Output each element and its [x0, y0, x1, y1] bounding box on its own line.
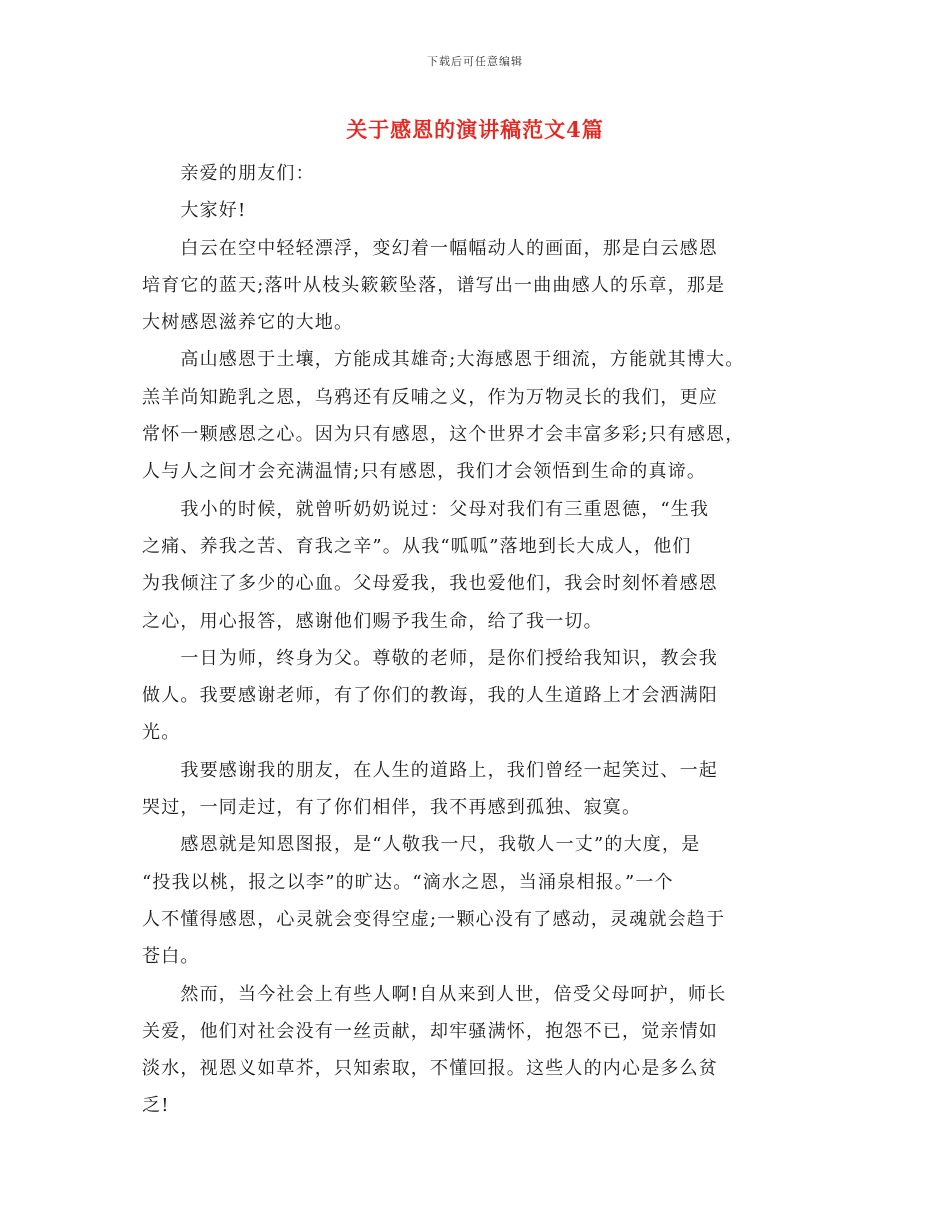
- text-line: 乏!: [142, 1095, 170, 1117]
- text-line: 培育它的蓝天;落叶从枝头簌簌坠落，谱写出一曲曲感人的乐章，那是: [142, 274, 726, 296]
- text-line: 感恩就是知恩图报，是“人敬我一尺，我敬人一丈”的大度，是: [142, 834, 701, 856]
- text-line: 一日为师，终身为父。尊敬的老师，是你们授给我知识，教会我: [142, 647, 718, 669]
- document-body: [142, 155, 832, 1125]
- text-line: 淡水，视恩义如草芥，只知索取，不懂回报。这些人的内心是多么贫: [142, 1058, 718, 1080]
- text-line: 我小的时候，就曾听奶奶说过：父母对我们有三重恩德，“生我: [142, 498, 710, 520]
- text-line: 做人。我要感谢老师，有了你们的教诲，我的人生道路上才会洒满阳: [142, 685, 718, 707]
- text-line: 大树感恩滋养它的大地。: [142, 312, 354, 334]
- text-line: 苍白。: [142, 946, 200, 968]
- text-line: 之痛、养我之苦、育我之辛”。从我“呱呱”落地到长大成人，他们: [142, 535, 692, 557]
- text-line: 然而，当今社会上有些人啊!自从来到人世，倍受父母呵护，师长: [142, 983, 727, 1005]
- text-line: 之心，用心报答，感谢他们赐予我生命，给了我一切。: [142, 610, 603, 632]
- text-line: 羔羊尚知跪乳之恩，乌鸦还有反哺之义，作为万物灵长的我们，更应: [142, 386, 718, 408]
- text-line: “投我以桃，报之以李”的旷达。“滴水之恩，当涌泉相报。”一个: [142, 871, 674, 893]
- header-note: 下载后可任意编辑: [427, 55, 523, 68]
- document-title: 关于感恩的演讲稿范文4篇: [346, 117, 604, 142]
- text-line: 亲爱的朋友们：: [142, 163, 315, 184]
- text-line: 人与人之间才会充满温情;只有感恩，我们才会领悟到生命的真谛。: [142, 461, 707, 483]
- text-line: 哭过，一同走过，有了你们相伴，我不再感到孤独、寂寞。: [142, 797, 642, 819]
- text-line: 高山感恩于土壤，方能成其雄奇;大海感恩于细流，方能就其博大。: [142, 349, 745, 371]
- text-line: 关爱，他们对社会没有一丝贡献，却牢骚满怀，抱怨不已，觉亲情如: [142, 1020, 718, 1042]
- text-line: 大家好!: [142, 200, 247, 222]
- text-line: 白云在空中轻轻漂浮，变幻着一幅幅动人的画面，那是白云感恩: [142, 237, 718, 259]
- text-line: 人不懂得感恩，心灵就会变得空虚;一颗心没有了感动，灵魂就会趋于: [142, 908, 726, 930]
- text-line: 常怀一颗感恩之心。因为只有感恩，这个世界才会丰富多彩;只有感恩，: [142, 424, 745, 446]
- text-line: 我要感谢我的朋友，在人生的道路上，我们曾经一起笑过、一起: [142, 759, 718, 781]
- text-line: 光。: [142, 722, 181, 744]
- text-line: 为我倾注了多少的心血。父母爱我，我也爱他们，我会时刻怀着感恩: [142, 573, 718, 595]
